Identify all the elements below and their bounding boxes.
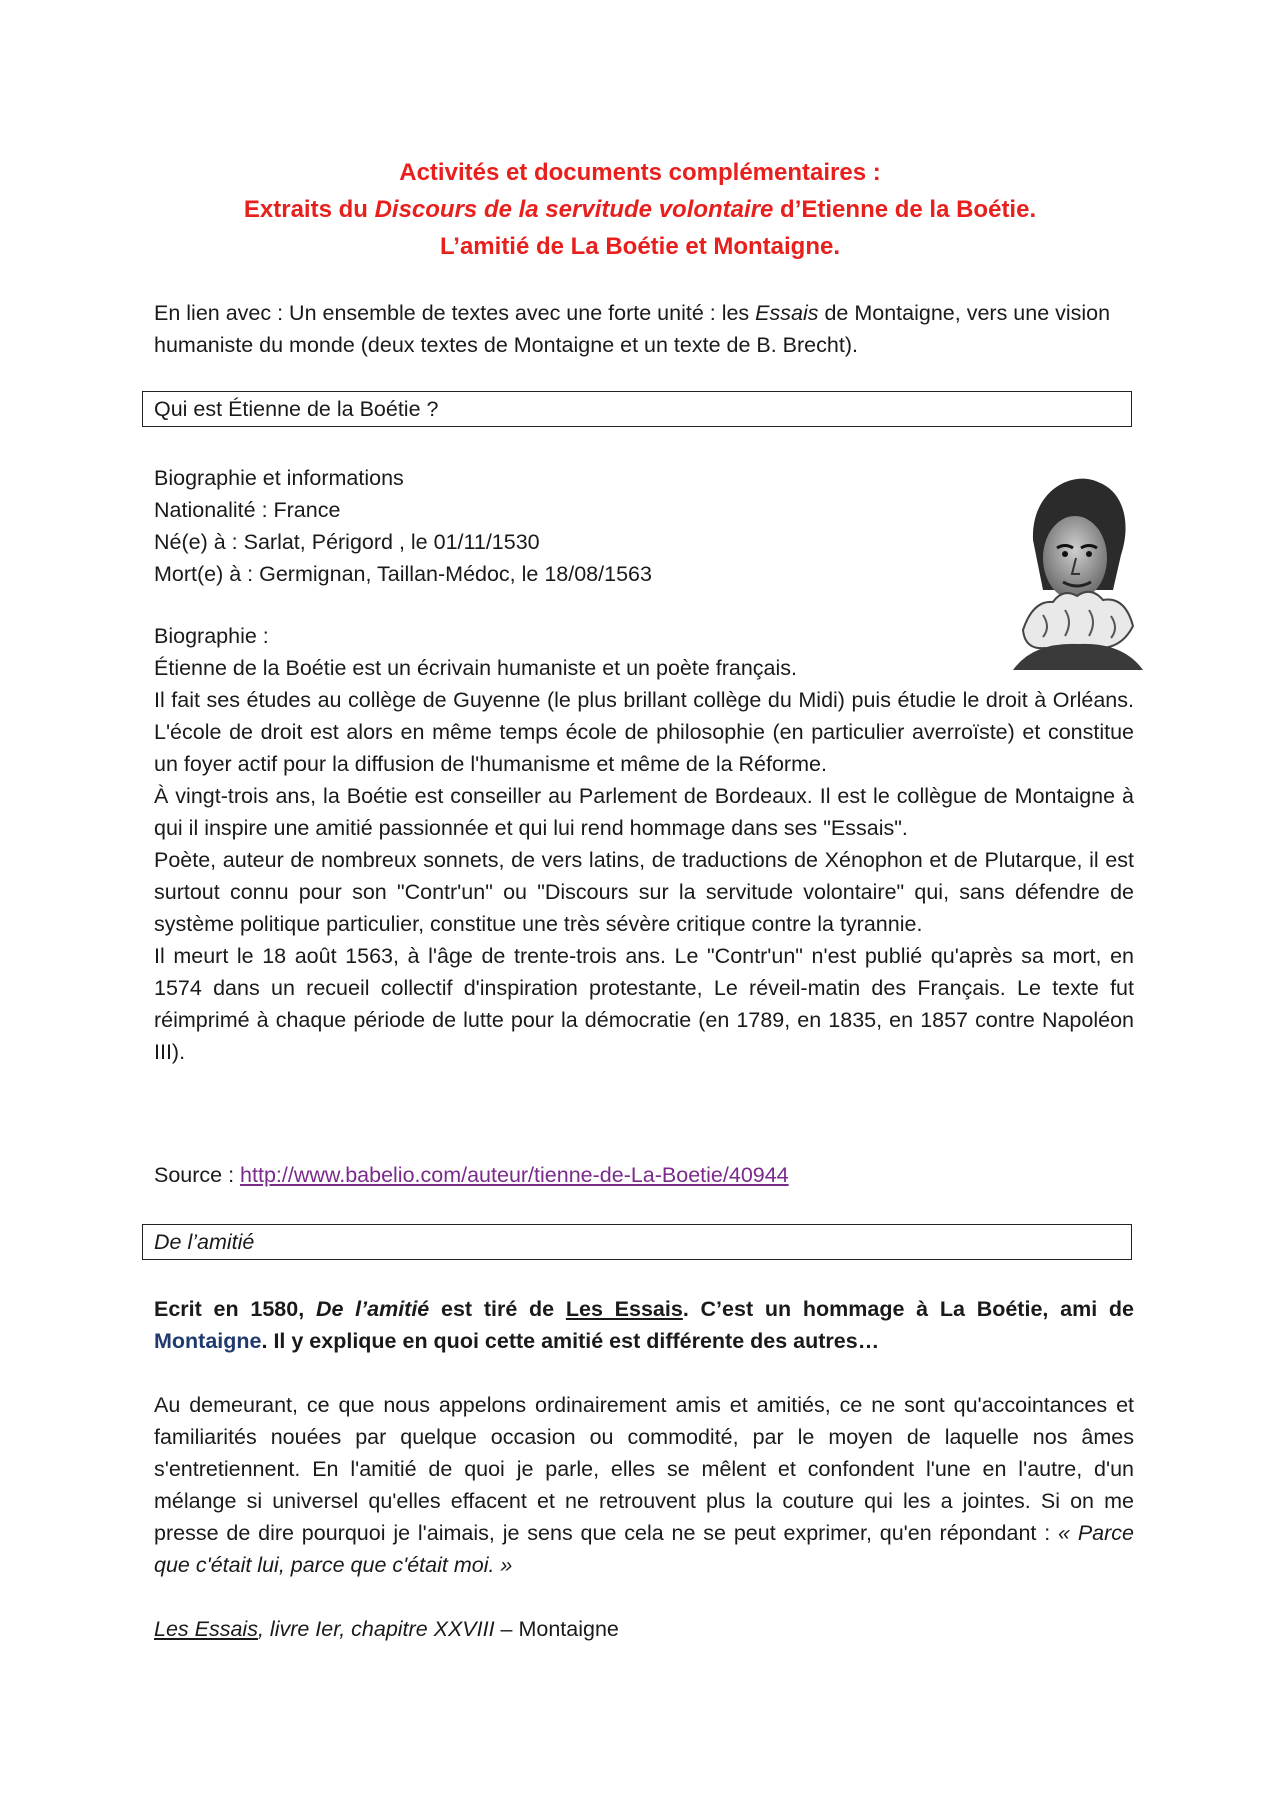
info-nationality: Nationalité : France	[154, 498, 341, 522]
biography-paragraph: Il meurt le 18 août 1563, à l'âge de trente-trois ans. Le "Contr'un" n'est publié qu'après sa mort, en 1574 dans un recueil collectif d'inspiration protestante, Le réveil-matin des Français. Le texte fut réimprimé à chaque période de lutte pour la démocratie (en 1789, en 1835, en 1857 contre Napoléon III).	[154, 944, 1134, 1064]
header-line-2: Extraits du Discours de la servitude volontaire d’Etienne de la Boétie.	[243, 196, 1037, 223]
header-line-3: L’amitié de La Boétie et Montaigne.	[439, 233, 841, 260]
biography-paragraph: Il fait ses études au collège de Guyenne (le plus brillant collège du Midi) puis étudie le droit à Orléans. L'école de droit est alors en même temps école de philosophie (en particulier averroïste) et constitue un foyer actif pour la diffusion de l'humanisme et même de la Réforme.	[154, 688, 1134, 776]
info-block	[154, 462, 1134, 590]
biography-paragraph: À vingt-trois ans, la Boétie est conseiller au Parlement de Bordeaux. Il est le collègue de Montaigne à qui il inspire une amitié passionnée et qui lui rend hommage dans ses "Essais".	[154, 784, 1134, 840]
biography-paragraph: Poète, auteur de nombreux sonnets, de vers latins, de traductions de Xénophon et de Plutarque, il est surtout connu pour son "Contr'un" ou "Discours sur la servitude volontaire" qui, sans défendre de système politique particulier, constitue une très sévère critique contre la tyrannie.	[154, 848, 1134, 936]
document-header	[0, 154, 1280, 265]
amitie-lead: Ecrit en 1580, De l’amitié est tiré de Les Essais. C’est un hommage à La Boétie, ami de Montaigne. Il y explique en quoi cette amitié est différente des autres…	[154, 1297, 1135, 1353]
info-born: Né(e) à : Sarlat, Périgord , le 01/11/1530	[154, 530, 540, 554]
info-died: Mort(e) à : Germignan, Taillan-Médoc, le 18/08/1563	[154, 562, 652, 586]
biography-intro-line: Étienne de la Boétie est un écrivain humaniste et un poète français.	[154, 656, 798, 680]
source-link[interactable]: http://www.babelio.com/auteur/tienne-de-La-Boetie/40944	[240, 1163, 789, 1187]
header-line-1: Activités et documents complémentaires :	[399, 159, 881, 186]
biography-label: Biographie :	[154, 624, 269, 648]
source-label: Source :	[154, 1163, 241, 1187]
intro-paragraph: En lien avec : Un ensemble de textes avec une forte unité : les Essais de Montaigne, vers une vision humaniste du monde (deux textes de Montaigne et un texte de B. Brecht).	[154, 301, 1111, 357]
source-line	[154, 1159, 1134, 1191]
montaigne-quote: Au demeurant, ce que nous appelons ordinairement amis et amitiés, ce ne sont qu'accointances et familiarités nouées par quelque occasion ou commodité, par le moyen de laquelle nos âmes s'entretiennent. En l'amitié de quoi je parle, elles se mêlent et confondent l'une en l'autre, d'un mélange si universel qu'elles effacent et ne retrouvent plus la couture qui les a jointes. Si on me presse de dire pourquoi je l'aimais, je sens que cela ne se peut exprimer, qu'en répondant : « Parce que c'était lui, parce que c'était moi. »	[154, 1393, 1134, 1577]
info-line: Biographie et informations	[154, 466, 404, 490]
montaigne-link[interactable]: Montaigne	[154, 1329, 262, 1353]
biography-body	[154, 684, 1134, 1068]
essais-link[interactable]: Les Essais	[565, 1297, 683, 1321]
quote-reference: Les Essais, livre Ier, chapitre XXVIII – Montaigne	[154, 1617, 619, 1641]
section-title-amitie: De l’amitié	[142, 1224, 1132, 1260]
section-title-boetie: Qui est Étienne de la Boétie ?	[142, 391, 1132, 427]
biography-label-block	[154, 620, 1134, 684]
